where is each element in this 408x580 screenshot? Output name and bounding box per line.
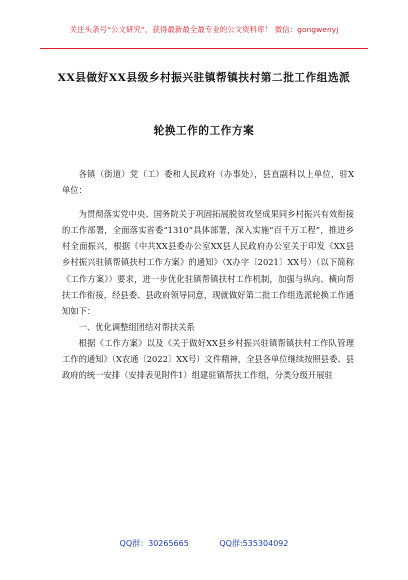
section-heading: 一、优化调整组团结对帮扶关系 — [78, 321, 195, 332]
footer-qq-group-1: QQ群：30265665 — [119, 539, 189, 548]
body-paragraph: 为贯彻落实党中央、国务院关于巩固拓展脱贫攻坚成果同乡村振兴有效衔接的工作部署，全面落实省委“1310”具体部署，深入实施“百千万工程”，推进乡村全面振兴，根据《中共XX县委办公室XX县人民政府办公室关于印发《XX县乡村振兴驻镇帮镇扶村工作方案》的通知》（X办字〔2021〕XX号）（以下简称《工作方案》）要求，进一步优化驻镇帮镇扶村工作机制，加强与纵向、横向帮扶工作衔接，经县委、县政府领导同意，现就做好第二批工作组选派轮换工作通知如下： — [62, 209, 354, 316]
document-body — [62, 166, 354, 383]
document-title-line-2: 轮换工作的工作方案 — [153, 125, 255, 137]
salutation-paragraph: 各镇（街道）党（工）委和人民政府（办事处），县直副科以上单位，驻X单位： — [62, 169, 354, 196]
body-paragraph: 根据《工作方案》以及《关于做好XX县乡村振兴驻镇帮镇扶村工作队管理工作的通知》（X农通〔2022〕XX号）文件精神，全县各单位继续按照县委、县政府的统一安排（安排表见附件1）组建驻镇帮扶工作组，分类分级开展驻 — [62, 337, 354, 381]
footer — [0, 538, 408, 549]
footer-qq-group-2: QQ群:535304092 — [219, 539, 289, 548]
header-banner: 关注头条号“公文研究”，获得最新最全最专业的公文资料库！ 微信：gongwenyj — [69, 25, 339, 34]
header-divider — [40, 48, 368, 49]
document-title-line-1: XX县做好XX县级乡村振兴驻镇帮镇扶村第二批工作组选派 — [57, 72, 351, 84]
